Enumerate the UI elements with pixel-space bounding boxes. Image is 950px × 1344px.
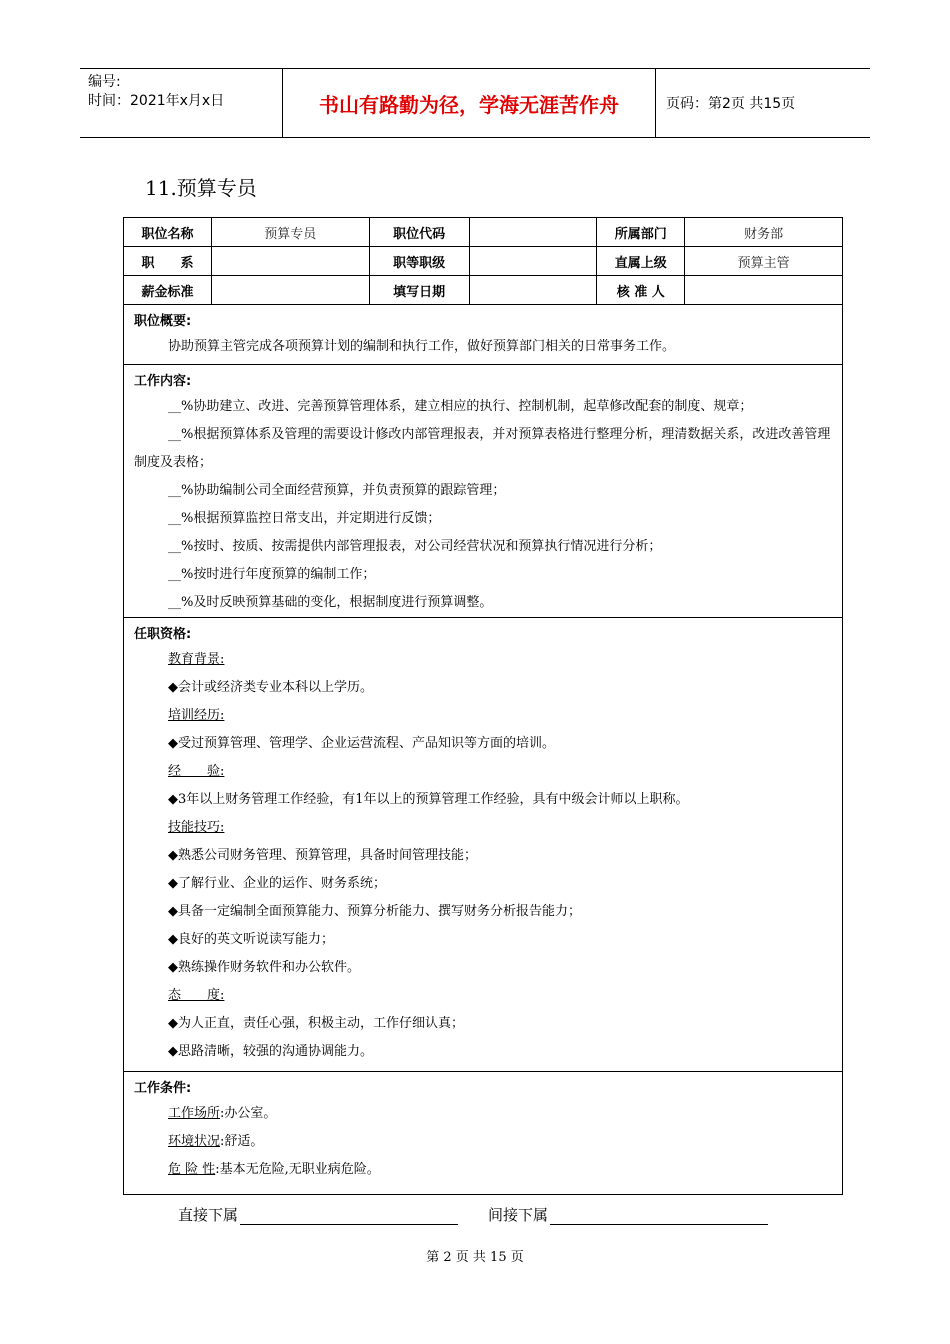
qualifications-section [123,618,843,1072]
list-item: ◆为人正直，责任心强，积极主动，工作仔细认真； [168,1016,464,1031]
condition-value: :舒适。 [220,1134,264,1149]
list-item: ◆熟悉公司财务管理、预算管理，具备时间管理技能； [168,848,477,863]
section-title: 任职资格: [134,627,192,642]
section-title: 职位概要: [134,314,192,329]
list-item: __%协助编制公司全面经营预算，并负责预算的跟踪管理； [168,483,506,498]
direct-subordinate-field [178,1204,458,1225]
experience-label: 经 验: [168,764,225,779]
table-cell [469,247,597,276]
condition-environment [134,1128,832,1156]
section-title: 工作内容: [134,374,192,389]
duties-section [123,365,843,618]
table-cell [685,276,843,305]
table-cell: 财务部 [685,218,843,247]
list-item: __%按时、按质、按需提供内部管理报表，对公司经营状况和预算执行情况进行分析； [168,539,662,554]
skills-label: 技能技巧: [168,820,225,835]
job-description-sections [123,305,843,1195]
condition-risk [134,1156,832,1184]
conditions-section [123,1072,843,1195]
list-item: ◆受过预算管理、管理学、企业运营流程、产品知识等方面的培训。 [168,736,555,751]
table-cell: 职位名称 [124,218,212,247]
table-cell [211,276,369,305]
table-row [124,276,843,305]
table-cell: 薪金标准 [124,276,212,305]
page-header [80,68,870,138]
condition-value: :基本无危险,无职业病危险。 [215,1162,380,1177]
list-item: __%按时进行年度预算的编制工作； [168,567,376,582]
indirect-subordinate-label: 间接下属 [488,1206,549,1224]
condition-label: 环境状况 [168,1134,221,1149]
table-cell: 填写日期 [369,276,469,305]
document-title: 11.预算专员 [145,176,257,200]
header-page-info: 页码：第2页 共15页 [666,96,796,112]
list-item: ◆熟练操作财务软件和办公软件。 [168,960,360,975]
list-item: ◆具备一定编制全面预算能力、预算分析能力、撰写财务分析报告能力； [168,904,581,919]
table-row [124,247,843,276]
overview-section [123,305,843,365]
list-item: __%根据预算体系及管理的需要设计修改内部管理报表，并对预算表格进行整理分析，理清数据关系，改进改善管理制度及表格； [134,427,831,470]
table-cell: 所属部门 [597,218,685,247]
page-footer: 第 2 页 共 15 页 [426,1250,524,1265]
condition-label: 工作场所 [168,1106,221,1121]
table-cell [469,276,597,305]
section-title: 工作条件: [134,1081,192,1096]
attitude-label: 态 度: [168,988,225,1003]
condition-place [134,1100,832,1128]
list-item: ◆了解行业、企业的运作、财务系统； [168,876,386,891]
list-item: __%及时反映预算基础的变化，根据制度进行预算调整。 [168,595,493,610]
indirect-subordinate-line [550,1208,768,1225]
education-label: 教育背景: [168,652,225,667]
list-item: ◆3年以上财务管理工作经验，有1年以上的预算管理工作经验，具有中级会计师以上职称。 [168,792,689,807]
position-info-table [123,217,843,305]
table-cell: 职位代码 [369,218,469,247]
direct-subordinate-label: 直接下属 [178,1206,239,1224]
list-item: __%协助建立、改进、完善预算管理体系，建立相应的执行、控制机制，起草修改配套的制度、规章； [168,399,753,414]
condition-value: :办公室。 [220,1106,277,1121]
header-motto: 书山有路勤为径，学海无涯苦作舟 [282,69,656,137]
training-label: 培训经历: [168,708,225,723]
table-cell: 预算主管 [685,247,843,276]
direct-subordinate-line [240,1208,458,1225]
list-item: ◆思路清晰，较强的沟通协调能力。 [168,1044,373,1059]
list-item: __%根据预算监控日常支出，并定期进行反馈； [168,511,441,526]
document-number-label: 编号: [88,74,121,90]
table-cell [469,218,597,247]
table-cell: 核 准 人 [597,276,685,305]
list-item: ◆会计或经济类专业本科以上学历。 [168,680,373,695]
table-cell: 职等职级 [369,247,469,276]
header-meta [88,73,224,111]
overview-text: 协助预算主管完成各项预算计划的编制和执行工作，做好预算部门相关的日常事务工作。 [168,339,676,354]
table-cell [211,247,369,276]
table-row [124,218,843,247]
document-time: 时间：2021年x月x日 [88,93,225,109]
table-cell: 直属上级 [597,247,685,276]
list-item: ◆良好的英文听说读写能力； [168,932,334,947]
table-cell: 职 系 [124,247,212,276]
indirect-subordinate-field [488,1204,768,1225]
condition-label: 危 险 性 [168,1162,216,1177]
table-cell: 预算专员 [211,218,369,247]
